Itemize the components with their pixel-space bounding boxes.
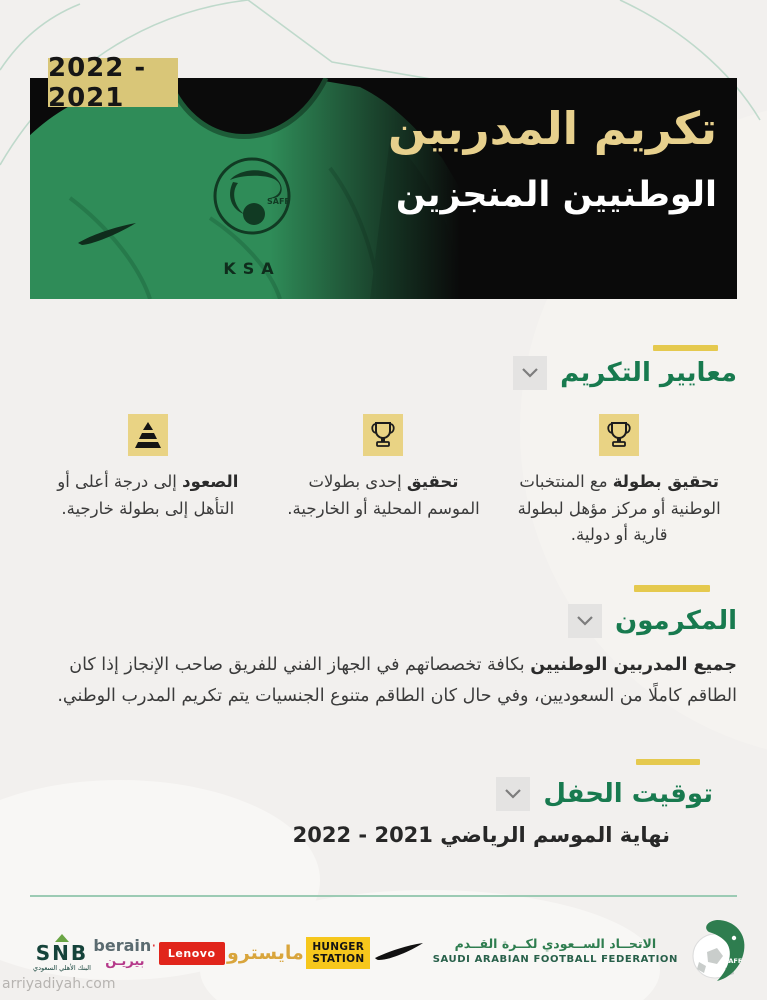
federation-name-english: SAUDI ARABIAN FOOTBALL FEDERATION — [432, 953, 678, 965]
criteria-item-text: تحقيق إحدى بطولات الموسم المحلية أو الخارجية. — [287, 472, 480, 518]
season-badge: 2022 - 2021 — [48, 58, 178, 107]
timing-value: نهاية الموسم الرياضي 2021 - 2022 — [292, 823, 670, 847]
criteria-item — [501, 414, 737, 549]
crest-saff-label: SAFF — [723, 957, 743, 965]
sponsor-logos — [33, 924, 425, 982]
lenovo-logo: Lenovo — [159, 942, 225, 965]
promotion-pyramid-icon — [128, 414, 168, 456]
maestro-logo: مايسترو — [227, 942, 304, 964]
honorees-paragraph: جميع المدربين الوطنيين بكافة تخصصاتهم في الجهاز الفني للفريق صاحب الإنجاز إذا كان الطاقم كاملًا من السعوديين، وفي حال كان الطاقم متنوع الجنسيات يتم تكريم المدرب الوطني. — [57, 655, 737, 706]
berain-dot-icon: · — [151, 936, 157, 955]
timing-gold-bar — [636, 759, 700, 765]
honorees-heading: المكرمون — [615, 606, 737, 636]
saff-crest-icon — [687, 918, 749, 982]
hungerstation-logo: HUNGER STATION — [306, 937, 370, 969]
jersey-badge-label: SAFF — [267, 197, 290, 206]
snb-logo: SNB البنك الأهلي السعودي — [33, 934, 91, 972]
criteria-heading: معايير التكريم — [560, 358, 737, 388]
trophy-icon — [363, 414, 403, 456]
criteria-item — [30, 414, 266, 549]
berain-logo: berain· بيريـن — [93, 936, 157, 969]
footer-divider — [30, 895, 737, 897]
trophy-icon — [599, 414, 639, 456]
criteria-item-text: الصعود إلى درجة أعلى أو التأهل إلى بطولة خارجية. — [57, 472, 239, 518]
federation-name-arabic: الاتحــاد الســعودي لكــرة القــدم — [454, 935, 657, 951]
watermark-site-url: arriyadiyah.com — [2, 976, 116, 992]
chevron-down-icon — [521, 367, 539, 379]
jersey-ksa-label: KSA — [223, 259, 281, 278]
honorees-gold-bar — [634, 585, 710, 592]
criteria-collapse-button[interactable] — [513, 356, 547, 390]
saff-federation-logo — [433, 918, 749, 982]
banner-title-line1: تكريم المدربين — [387, 102, 717, 155]
criteria-item-text: تحقيق بطولة مع المنتخبات الوطنية أو مركز مؤهل لبطولة قارية أو دولية. — [517, 472, 721, 545]
timing-collapse-button[interactable] — [496, 777, 530, 811]
nike-swoosh-icon — [373, 943, 425, 963]
criteria-item — [266, 414, 502, 549]
banner-title-line2: الوطنيين المنجزين — [395, 174, 717, 215]
chevron-down-icon — [576, 615, 594, 627]
criteria-gold-bar — [653, 345, 718, 351]
timing-heading: توقيت الحفل — [543, 779, 713, 809]
chevron-down-icon — [504, 788, 522, 800]
criteria-columns — [30, 414, 737, 549]
honorees-collapse-button[interactable] — [568, 604, 602, 638]
